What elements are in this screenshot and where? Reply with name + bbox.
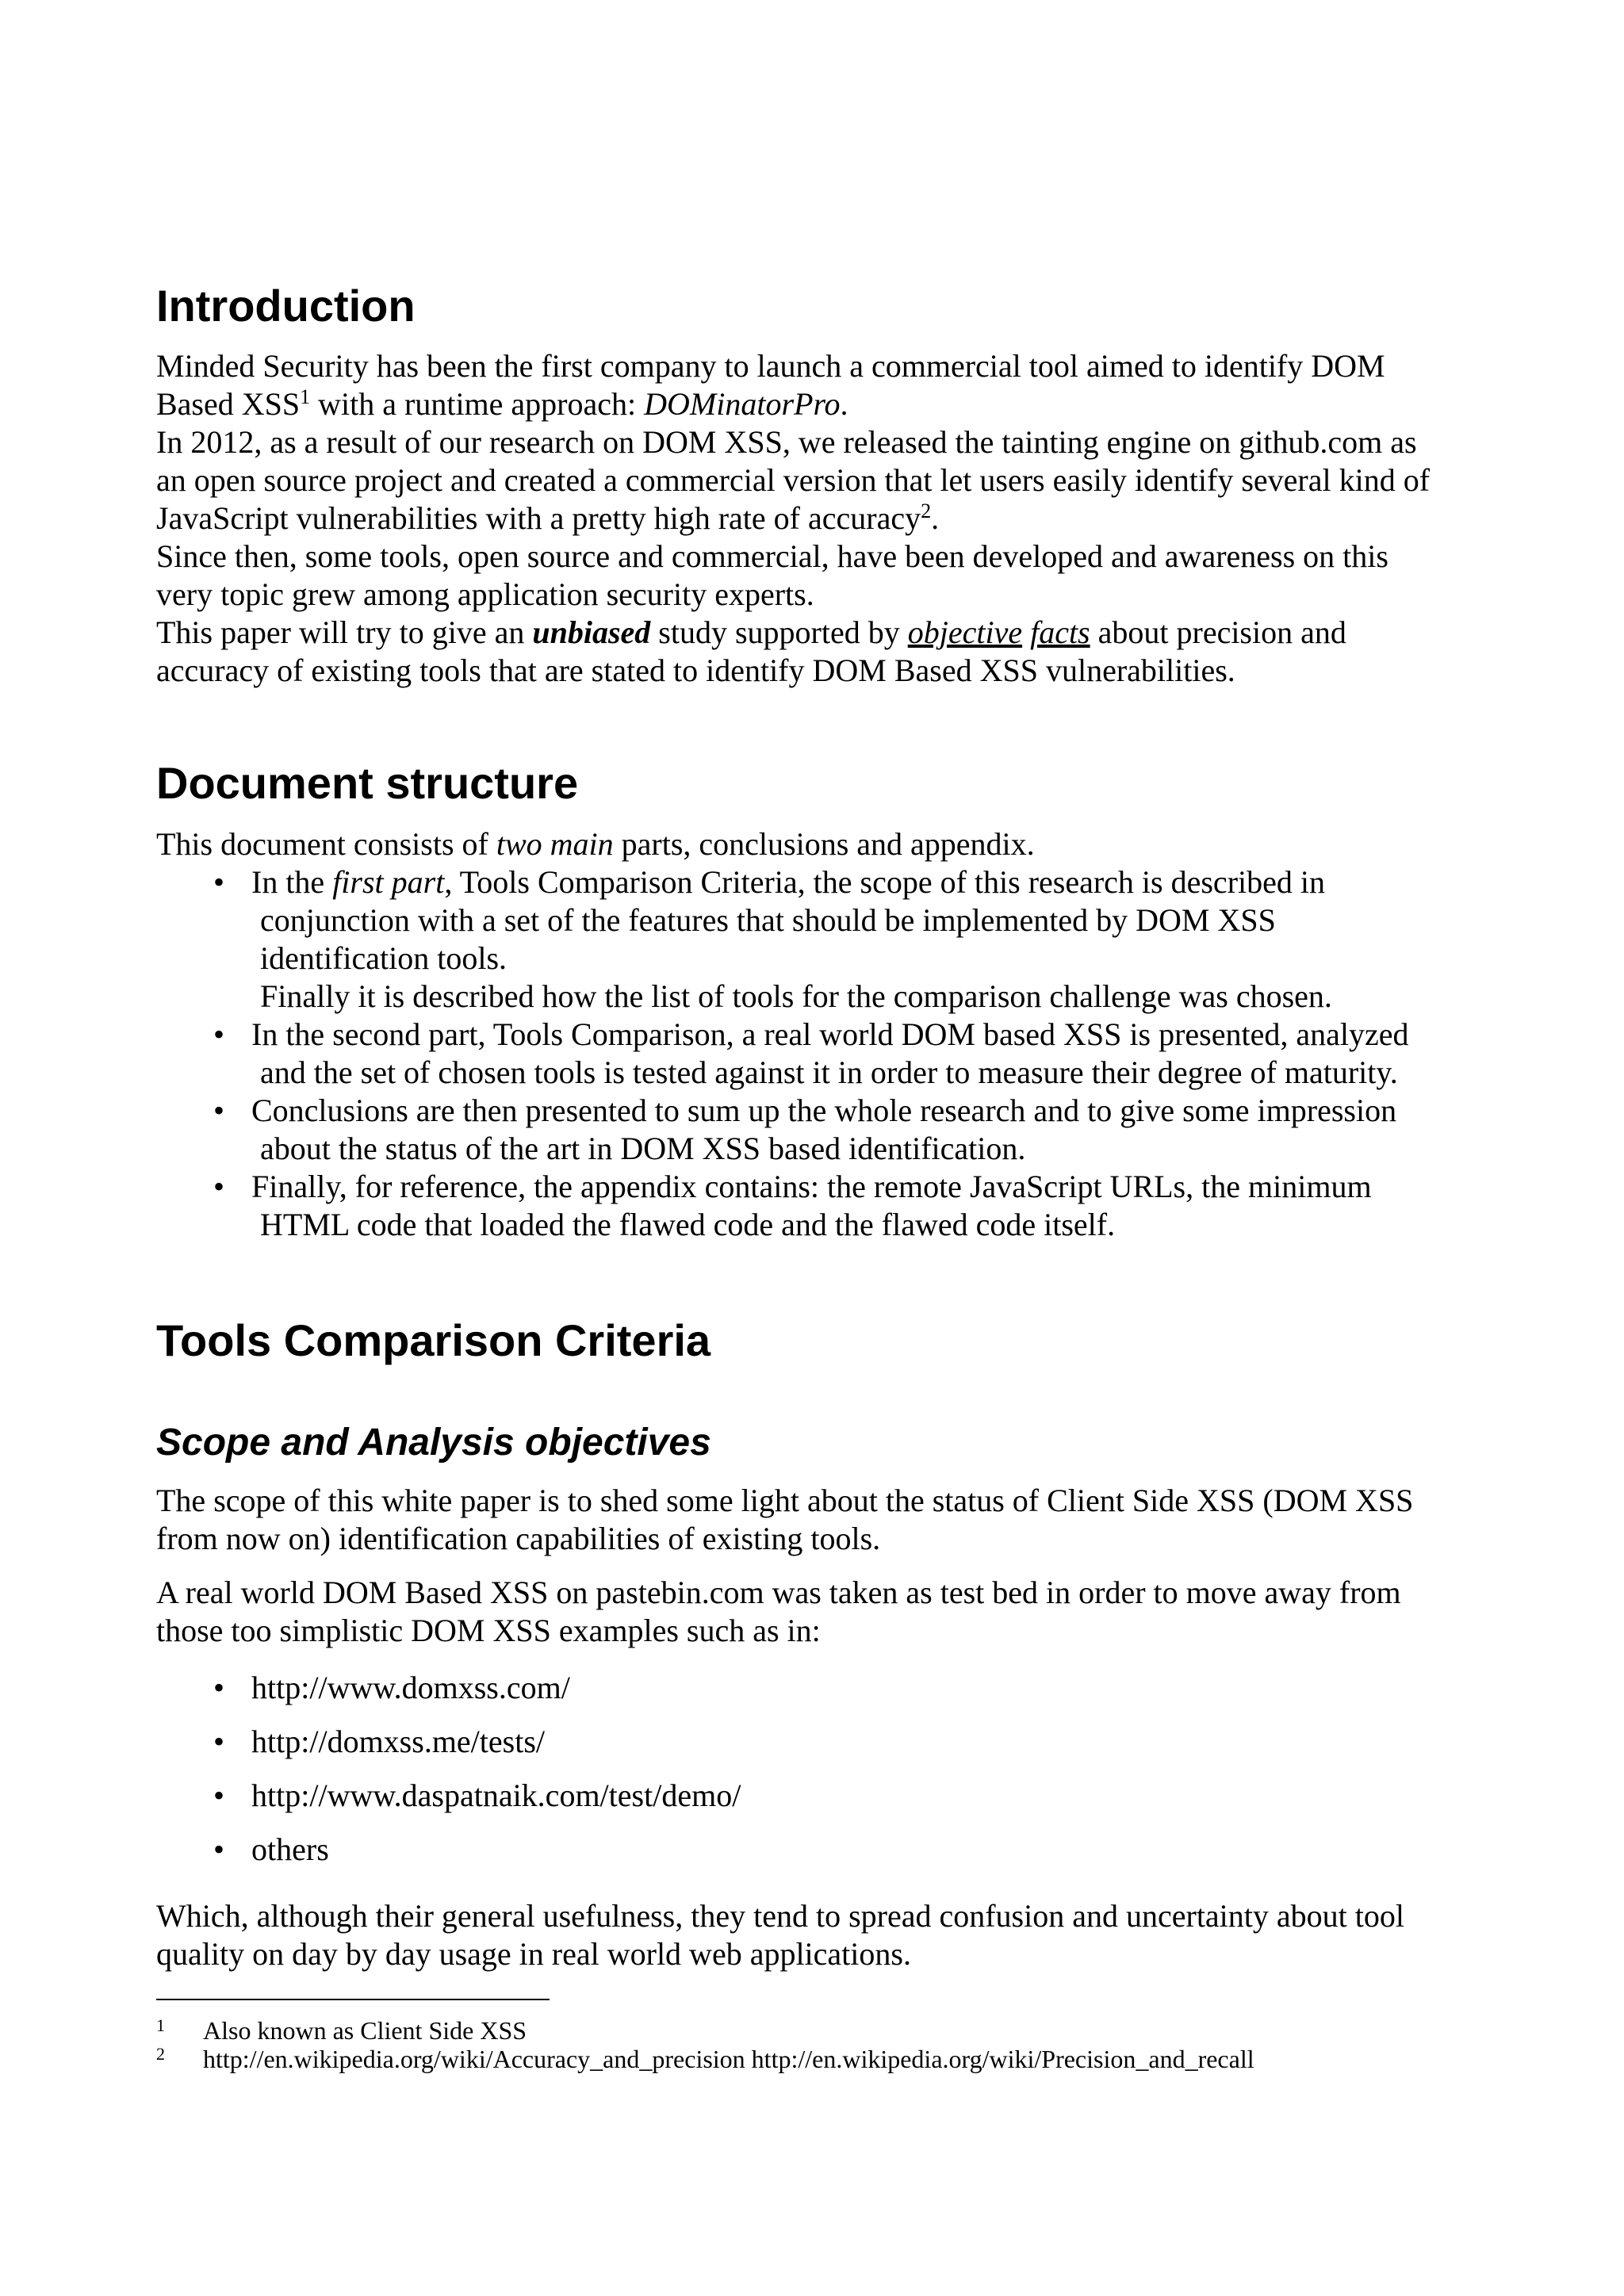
- scope-paragraph-3: [156, 1897, 1488, 1973]
- structure-emphasis: two main: [496, 826, 614, 862]
- list-line: Finally, for reference, the appendix contains: the remote JavaScript URLs, the minimum: [251, 1169, 1372, 1204]
- footnote-ref-1[interactable]: 1: [300, 385, 311, 408]
- paragraph-line: from now on) identification capabilities of existing tools.: [156, 1521, 881, 1556]
- scope-subheading: Scope and Analysis objectives: [156, 1422, 711, 1464]
- list-line: about the status of the art in DOM XSS based identification.: [260, 1131, 1026, 1166]
- bullet-icon: •: [213, 1016, 225, 1052]
- paragraph-line: quality on day by day usage in real world web applications.: [156, 1936, 911, 1972]
- scope-paragraph-2: [156, 1574, 1488, 1650]
- document-structure-heading: Document structure: [156, 758, 579, 808]
- list-line: others: [251, 1831, 329, 1867]
- paragraph-line: Which, although their general usefulness, they tend to spread confusion and uncertainty about tool: [156, 1898, 1405, 1934]
- intro-line: an open source project and created a commercial version that let users easily identify several kind of: [156, 462, 1431, 498]
- intro-line: very topic grew among application security experts.: [156, 576, 814, 612]
- paragraph-line: The scope of this white paper is to shed some light about the status of Client Side XSS (DOM XSS: [156, 1483, 1414, 1518]
- introduction-heading: Introduction: [156, 281, 416, 331]
- list-item: [213, 1092, 1408, 1168]
- paragraph-line: A real world DOM Based XSS on pastebin.com was taken as test bed in order to move away from: [156, 1575, 1401, 1610]
- document-structure-intro: [156, 825, 1488, 863]
- bullet-icon: •: [213, 1724, 225, 1759]
- intro-line: accuracy of existing tools that are stated to identify DOM Based XSS vulnerabilities.: [156, 652, 1235, 688]
- footnote-number: 1: [156, 2015, 165, 2035]
- intro-text: about precision and: [1090, 614, 1346, 650]
- bullet-icon: •: [213, 1169, 225, 1204]
- list-line: Conclusions are then presented to sum up the whole research and to give some impression: [251, 1093, 1397, 1128]
- intro-line: [156, 614, 1488, 652]
- intro-text: .: [931, 500, 940, 536]
- intro-line: In 2012, as a result of our research on DOM XSS, we released the tainting engine on github.com as: [156, 424, 1417, 460]
- footnote-separator: [156, 1999, 550, 2000]
- list-item: [213, 863, 1408, 1016]
- bullet-icon: •: [213, 1777, 225, 1813]
- list-item: [213, 1669, 741, 1707]
- list-text: In the: [251, 864, 333, 900]
- intro-text: with a runtime approach:: [310, 386, 645, 422]
- structure-text: This document consists of: [156, 826, 496, 862]
- intro-text: .: [840, 386, 848, 422]
- intro-text: Based XSS: [156, 386, 301, 422]
- list-item: [213, 1777, 741, 1815]
- example-links-list: [213, 1669, 741, 1869]
- intro-line: Since then, some tools, open source and commercial, have been developed and awareness on this: [156, 538, 1388, 574]
- list-emphasis: first part: [332, 864, 445, 900]
- list-item: [213, 1168, 1408, 1244]
- bullet-icon: •: [213, 1093, 225, 1128]
- emphasis-unbiased: unbiased: [532, 614, 651, 650]
- footnote-text[interactable]: http://en.wikipedia.org/wiki/Accuracy_and_precision http://en.wikipedia.org/wiki/Precision_and_recall: [203, 2045, 1254, 2073]
- emphasis-facts: facts: [1030, 614, 1090, 650]
- list-line: [251, 863, 1408, 901]
- list-line: HTML code that loaded the flawed code and the flawed code itself.: [260, 1207, 1116, 1242]
- footnote-ref-2[interactable]: 2: [921, 499, 932, 522]
- structure-bullet-list: [213, 863, 1408, 1244]
- list-line: Finally it is described how the list of tools for the comparison challenge was chosen.: [260, 978, 1332, 1014]
- list-item: [213, 1723, 741, 1761]
- list-line: and the set of chosen tools is tested against it in order to measure their degree of maturity.: [260, 1054, 1398, 1090]
- intro-text: study supported by: [650, 614, 908, 650]
- bullet-icon: •: [213, 1670, 225, 1705]
- example-link[interactable]: http://www.domxss.com/: [251, 1670, 570, 1705]
- scope-paragraph-1: [156, 1482, 1488, 1558]
- bullet-icon: •: [213, 1831, 225, 1867]
- paragraph-line: those too simplistic DOM XSS examples such as in:: [156, 1613, 821, 1648]
- intro-line: Minded Security has been the first company to launch a commercial tool aimed to identify DOM: [156, 348, 1385, 384]
- structure-text: parts, conclusions and appendix.: [613, 826, 1035, 862]
- space: [1022, 614, 1030, 650]
- intro-line: [156, 499, 1488, 538]
- tools-comparison-criteria-heading: Tools Comparison Criteria: [156, 1315, 711, 1365]
- list-line: In the second part, Tools Comparison, a real world DOM based XSS is presented, analyzed: [251, 1016, 1409, 1052]
- structure-line: [156, 825, 1488, 863]
- intro-text: JavaScript vulnerabilities with a pretty high rate of accuracy: [156, 500, 921, 536]
- list-line: identification tools.: [260, 940, 508, 976]
- list-item: [213, 1831, 741, 1869]
- example-link[interactable]: http://domxss.me/tests/: [251, 1724, 546, 1759]
- footnote-text: Also known as Client Side XSS: [203, 2016, 527, 2045]
- list-line: conjunction with a set of the features that should be implemented by DOM XSS: [260, 902, 1276, 938]
- tool-name: DOMinatorPro: [644, 386, 841, 422]
- intro-text: This paper will try to give an: [156, 614, 533, 650]
- footnote-number: 2: [156, 2044, 165, 2064]
- list-item: [213, 1016, 1408, 1092]
- introduction-body: [156, 347, 1488, 690]
- intro-line: [156, 385, 1488, 423]
- emphasis-objective: objective: [907, 614, 1023, 650]
- example-link[interactable]: http://www.daspatnaik.com/test/demo/: [251, 1777, 741, 1813]
- bullet-icon: •: [213, 864, 225, 900]
- list-text: , Tools Comparison Criteria, the scope of this research is described in: [444, 864, 1325, 900]
